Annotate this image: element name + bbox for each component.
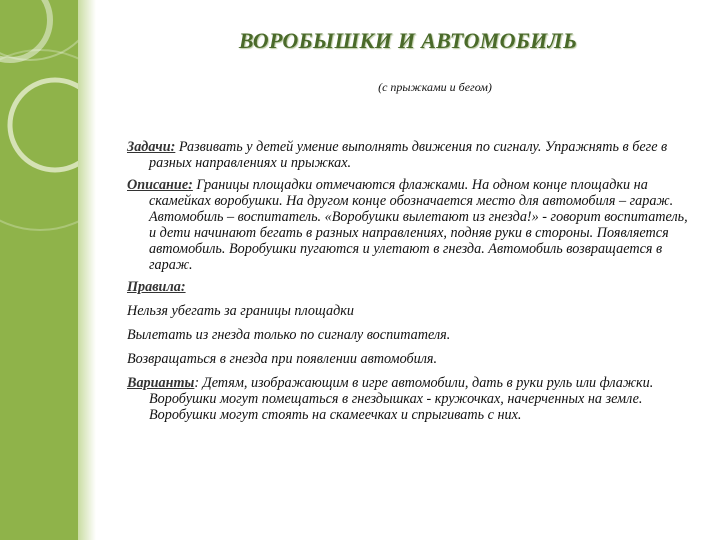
slide-title: ВОРОБЫШКИ И АВТОМОБИЛЬ	[238, 28, 578, 53]
decorative-sidebar	[0, 0, 78, 540]
slide-subtitle: (с прыжками и бегом)	[378, 80, 492, 94]
variants-paragraph	[127, 375, 697, 423]
rule-item: Возвращаться в гнезда при появлении автомобиля.	[127, 351, 438, 367]
sidebar-circles-decoration	[0, 0, 78, 540]
variants-text: : Детям, изображающим в игре автомобили, дать в руки руль или флажки. Воробушки могут помещаться в гнездышках - кружочках, начерченных на земле. Воробушки могут стоять на скамеечках и спрыгивать с них.	[149, 375, 654, 423]
rule-item: Нельзя убегать за границы площадки	[127, 303, 355, 319]
rule-item: Вылетать из гнезда только по сигналу воспитателя.	[127, 327, 451, 343]
description-label: Описание:	[127, 177, 193, 193]
description-text: Границы площадки отмечаются флажками. На одном конце площадки на скамейках воробушки. На другом конце обозначается место для автомобиля – гараж. Автомобиль – воспитатель. «Воробушки вылетают из гнезда!» - говорит воспитатель, и дети начинают бегать в разных направлениях, подняв руки в стороны. Появляется автомобиль. Воробушки пугаются и улетают в гнезда. Автомобиль возвращается в гараж.	[149, 177, 688, 273]
description-paragraph	[127, 177, 697, 273]
tasks-label: Задачи:	[127, 139, 176, 155]
rules-heading-paragraph	[127, 279, 697, 295]
tasks-paragraph	[127, 139, 697, 171]
sidebar-gradient-edge	[78, 0, 96, 540]
tasks-text: Развивать у детей умение выполнять движения по сигналу. Упражнять в беге в разных направлениях и прыжках.	[149, 139, 668, 171]
variants-label: Варианты	[127, 375, 195, 391]
content-body	[127, 139, 697, 429]
rules-label: Правила:	[127, 279, 186, 295]
